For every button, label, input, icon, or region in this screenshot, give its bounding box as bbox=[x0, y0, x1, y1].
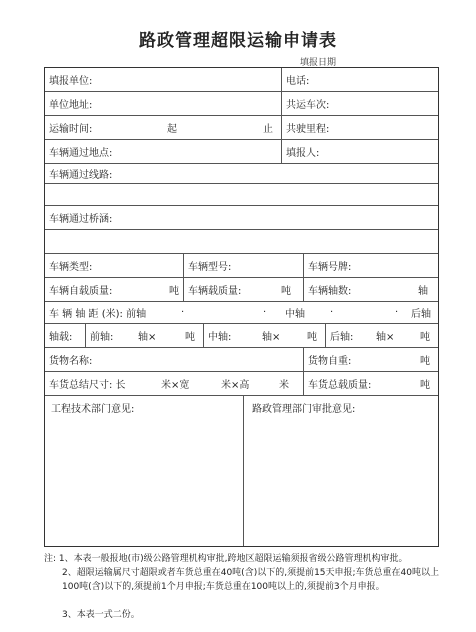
form-row-vehicle-type bbox=[45, 254, 438, 278]
axle-count-unit: 轴 bbox=[418, 286, 428, 297]
vehicle-model-field[interactable]: 车辆型号: bbox=[183, 254, 303, 277]
size-x1: 米×宽 bbox=[161, 380, 190, 391]
vehicle-type-field[interactable]: 车辆类型: bbox=[49, 262, 93, 273]
form-row-bridge-blank[interactable] bbox=[45, 230, 438, 254]
form-row-route-blank[interactable] bbox=[45, 184, 438, 206]
front-axle-load-field[interactable] bbox=[85, 324, 203, 347]
axle-count-label: 车辆轴数: bbox=[308, 286, 352, 297]
filler-field[interactable]: 填报人: bbox=[281, 140, 438, 163]
total-mileage-field[interactable]: 共驶里程: bbox=[281, 116, 438, 139]
road-opinion-label: 路政管理部门审批意见: bbox=[252, 404, 356, 415]
cargo-size-field[interactable] bbox=[45, 372, 303, 395]
cargo-name-field[interactable]: 货物名称: bbox=[49, 356, 93, 367]
form-row-axle-load bbox=[45, 324, 438, 348]
axle-distance-label: 车 辆 轴 距 (米): 前轴 bbox=[49, 309, 147, 320]
rear-axle-unit: 吨 bbox=[420, 332, 430, 343]
total-load-label: 车货总载质量: bbox=[308, 380, 372, 391]
mid-axle-unit: 吨 bbox=[307, 332, 317, 343]
application-form bbox=[44, 67, 439, 547]
form-row-axle-distance bbox=[45, 302, 438, 324]
form-row-size bbox=[45, 372, 438, 396]
note-2: 2、超限运输属尺寸超限或者车货总重在40吨(含)以下的,须提前15天申报;车货总重在40吨以上100吨(含)以下的,须提前1个月申报;车货总重在100吨以上的,须提前3个月申报。 bbox=[62, 568, 440, 592]
cargo-weight-label: 货物自重: bbox=[308, 356, 352, 367]
trip-count-field[interactable]: 共运车次: bbox=[281, 92, 438, 115]
cargo-size-label: 车货总结尺寸: 长 bbox=[49, 380, 126, 391]
form-row-time bbox=[45, 116, 438, 140]
mid-axle-load-field[interactable] bbox=[203, 324, 325, 347]
pass-place-field[interactable]: 车辆通过地点: bbox=[49, 148, 113, 159]
rear-axle-label: 后轴 bbox=[411, 309, 431, 320]
phone-field[interactable]: 电话: bbox=[281, 68, 438, 91]
front-axle-label: 前轴: bbox=[90, 332, 114, 343]
pass-bridge-field[interactable]: 车辆通过桥涵: bbox=[49, 214, 113, 225]
load-weight-field[interactable] bbox=[183, 278, 303, 301]
cargo-weight-field[interactable] bbox=[303, 348, 438, 371]
tech-opinion-label: 工程技术部门意见: bbox=[51, 404, 135, 415]
form-title: 路政管理超限运输申请表 bbox=[139, 31, 337, 51]
axle-dot-4: · bbox=[395, 307, 399, 318]
transport-time-label: 运输时间: bbox=[49, 124, 93, 135]
to-label: 止 bbox=[263, 124, 273, 135]
load-weight-label: 车辆载质量: bbox=[188, 286, 242, 297]
total-load-unit: 吨 bbox=[420, 380, 430, 391]
pass-route-field[interactable]: 车辆通过线路: bbox=[49, 170, 113, 181]
tech-opinion-box[interactable] bbox=[45, 396, 243, 546]
cargo-weight-unit: 吨 bbox=[420, 356, 430, 367]
unit-address-field[interactable]: 单位地址: bbox=[49, 100, 93, 111]
from-label: 起 bbox=[167, 124, 177, 135]
note-3: 3、本表一式二份。 bbox=[62, 610, 140, 620]
axle-dot-3: · bbox=[330, 307, 334, 318]
front-axle-x: 轴× bbox=[138, 332, 157, 343]
axle-dot-1: · bbox=[181, 307, 185, 318]
applicant-field[interactable]: 填报单位: bbox=[49, 76, 93, 87]
mid-axle-label: 中轴 bbox=[285, 309, 305, 320]
total-load-field[interactable] bbox=[303, 372, 438, 395]
note-1: 注: 1、本表一般报地(市)级公路管理机构审批,跨地区超限运输须报省级公路管理机构审批。 bbox=[44, 554, 408, 564]
form-row-applicant bbox=[45, 68, 438, 92]
mid-axle-x: 轴× bbox=[262, 332, 281, 343]
rear-axle-x: 轴× bbox=[376, 332, 395, 343]
load-weight-unit: 吨 bbox=[281, 286, 291, 297]
form-row-bridge bbox=[45, 206, 438, 230]
size-unit: 米 bbox=[279, 380, 289, 391]
form-row-weights bbox=[45, 278, 438, 302]
road-opinion-box[interactable] bbox=[243, 396, 438, 546]
form-row-place bbox=[45, 140, 438, 164]
plate-number-field[interactable]: 车辆号牌: bbox=[303, 254, 438, 277]
rear-axle-load-field[interactable] bbox=[325, 324, 438, 347]
axle-dot-2: · bbox=[263, 307, 267, 318]
self-weight-unit: 吨 bbox=[169, 286, 179, 297]
axle-distance-field[interactable] bbox=[45, 302, 438, 323]
rear-axle-load-label: 后轴: bbox=[330, 332, 354, 343]
form-row-address bbox=[45, 92, 438, 116]
self-weight-label: 车辆自载质量: bbox=[49, 286, 113, 297]
axle-load-label: 轴载: bbox=[49, 332, 73, 343]
front-axle-unit: 吨 bbox=[185, 332, 195, 343]
transport-time-field[interactable] bbox=[45, 116, 281, 139]
axle-count-field[interactable] bbox=[303, 278, 438, 301]
self-weight-field[interactable] bbox=[45, 278, 183, 301]
form-row-route bbox=[45, 164, 438, 184]
form-row-cargo bbox=[45, 348, 438, 372]
size-x2: 米×高 bbox=[221, 380, 250, 391]
mid-axle-load-label: 中轴: bbox=[208, 332, 232, 343]
fill-date-label: 填报日期 bbox=[300, 58, 337, 68]
